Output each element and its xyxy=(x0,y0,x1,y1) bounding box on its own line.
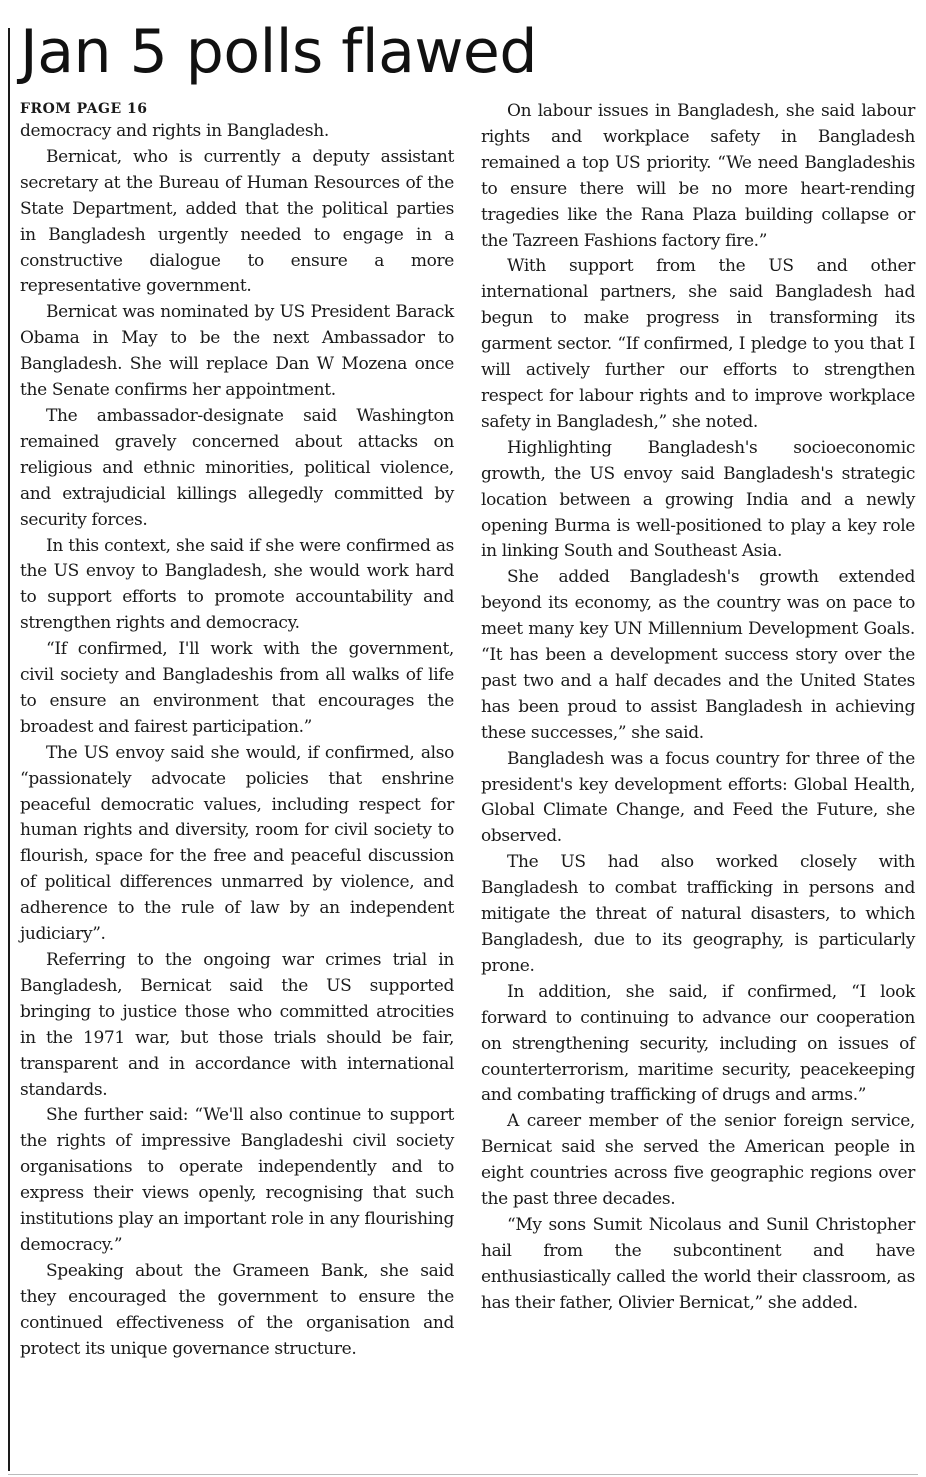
continued-from-label: FROM PAGE 16 xyxy=(20,101,148,117)
paragraph: “If confirmed, I'll work with the government, civil society and Bangladeshis from all walks of life to ensure an environment that encourages the broadest and fairest participation.” xyxy=(20,639,454,737)
paragraph: A career member of the senior foreign service, Bernicat said she served the American people in eight countries across five geographic regions over the past three decades. xyxy=(481,1111,915,1210)
left-column-rule xyxy=(8,28,10,1471)
paragraph: The US had also worked closely with Bangladesh to combat trafficking in persons and mitigate the threat of natural disasters, to which Bangladesh, due to its geography, is particularly prone. xyxy=(481,852,915,976)
paragraph: The ambassador-designate said Washington remained gravely concerned about attacks on religious and ethnic minorities, political violence, and extrajudicial killings allegedly committed by security forces. xyxy=(20,405,454,530)
paragraph: Bernicat, who is currently a deputy assistant secretary at the Bureau of Human Resources of the State Department, added that the political parties in Bangladesh urgently needed to engage in a constructive dialogue to ensure a more representative government. xyxy=(20,146,454,297)
paragraph: With support from the US and other international partners, she said Bangladesh had begun to make progress in transforming its garment sector. “If confirmed, I pledge to you that I will actively further our efforts to strengthen respect for labour rights and to improve workplace safety in Bangladesh,” she noted. xyxy=(481,256,915,432)
paragraph: In this context, she said if she were confirmed as the US envoy to Bangladesh, she would work hard to support efforts to promote accountability and strengthen rights and democracy. xyxy=(20,535,454,634)
headline: Jan 5 polls flawed xyxy=(20,17,537,87)
paragraph: Bangladesh was a focus country for three of the president's key development efforts: Global Health, Global Climate Change, and Feed the Future, she observed. xyxy=(481,748,915,847)
paragraph: On labour issues in Bangladesh, she said labour rights and workplace safety in Bangladesh remained a top US priority. “We need Bangladeshis to ensure there will be no more heart-rending tragedies like the Rana Plaza building collapse or the Tazreen Fashions factory fire.” xyxy=(481,101,915,251)
paragraph: In addition, she said, if confirmed, “I look forward to continuing to advance our cooperation on strengthening security, including on issues of counterterrorism, maritime security, peacekeeping and combating trafficking of drugs and arms.” xyxy=(481,981,915,1106)
paragraph: Bernicat was nominated by US President Barack Obama in May to be the next Ambassador to Bangladesh. She will replace Dan W Mozena once the Senate confirms her appointment. xyxy=(20,302,454,401)
paragraph: Highlighting Bangladesh's socioeconomic growth, the US envoy said Bangladesh's strategic location between a growing India and a newly opening Burma is well-positioned to play a key role in linking South and Southeast Asia. xyxy=(481,437,915,562)
article-column-left xyxy=(20,99,454,1363)
paragraph: “My sons Sumit Nicolaus and Sunil Christopher hail from the subcontinent and have enthusiastically called the world their classroom, as has their father, Olivier Bernicat,” she added. xyxy=(481,1214,915,1313)
bottom-rule xyxy=(8,1474,918,1475)
paragraph: She added Bangladesh's growth extended beyond its economy, as the country was on pace to meet many key UN Millennium Development Goals. “It has been a development success story over the past two and a half decades and the United States has been proud to assist Bangladesh in achieving these successes,” she said. xyxy=(481,567,915,743)
paragraph: Referring to the ongoing war crimes trial in Bangladesh, Bernicat said the US supported bringing to justice those who committed atrocities in the 1971 war, but those trials should be fair, transparent and in accordance with international standards. xyxy=(20,950,454,1100)
paragraph: democracy and rights in Bangladesh. xyxy=(20,121,329,141)
paragraph: She further said: “We'll also continue to support the rights of impressive Bangladeshi civil society organisations to operate independently and to express their views openly, recognising that such institutions play an important role in any flourishing democracy.” xyxy=(20,1105,454,1255)
paragraph: Speaking about the Grameen Bank, she said they encouraged the government to ensure the continued effectiveness of the organisation and protect its unique governance structure. xyxy=(20,1260,454,1359)
paragraph: The US envoy said she would, if confirmed, also “passionately advocate policies that enshrine peaceful democratic values, including respect for human rights and diversity, room for civil society to flourish, space for the free and peaceful discussion of political differences unmarred by violence, and adherence to the rule of law by an independent judiciary”. xyxy=(20,742,454,945)
article-column-right xyxy=(481,99,915,1317)
